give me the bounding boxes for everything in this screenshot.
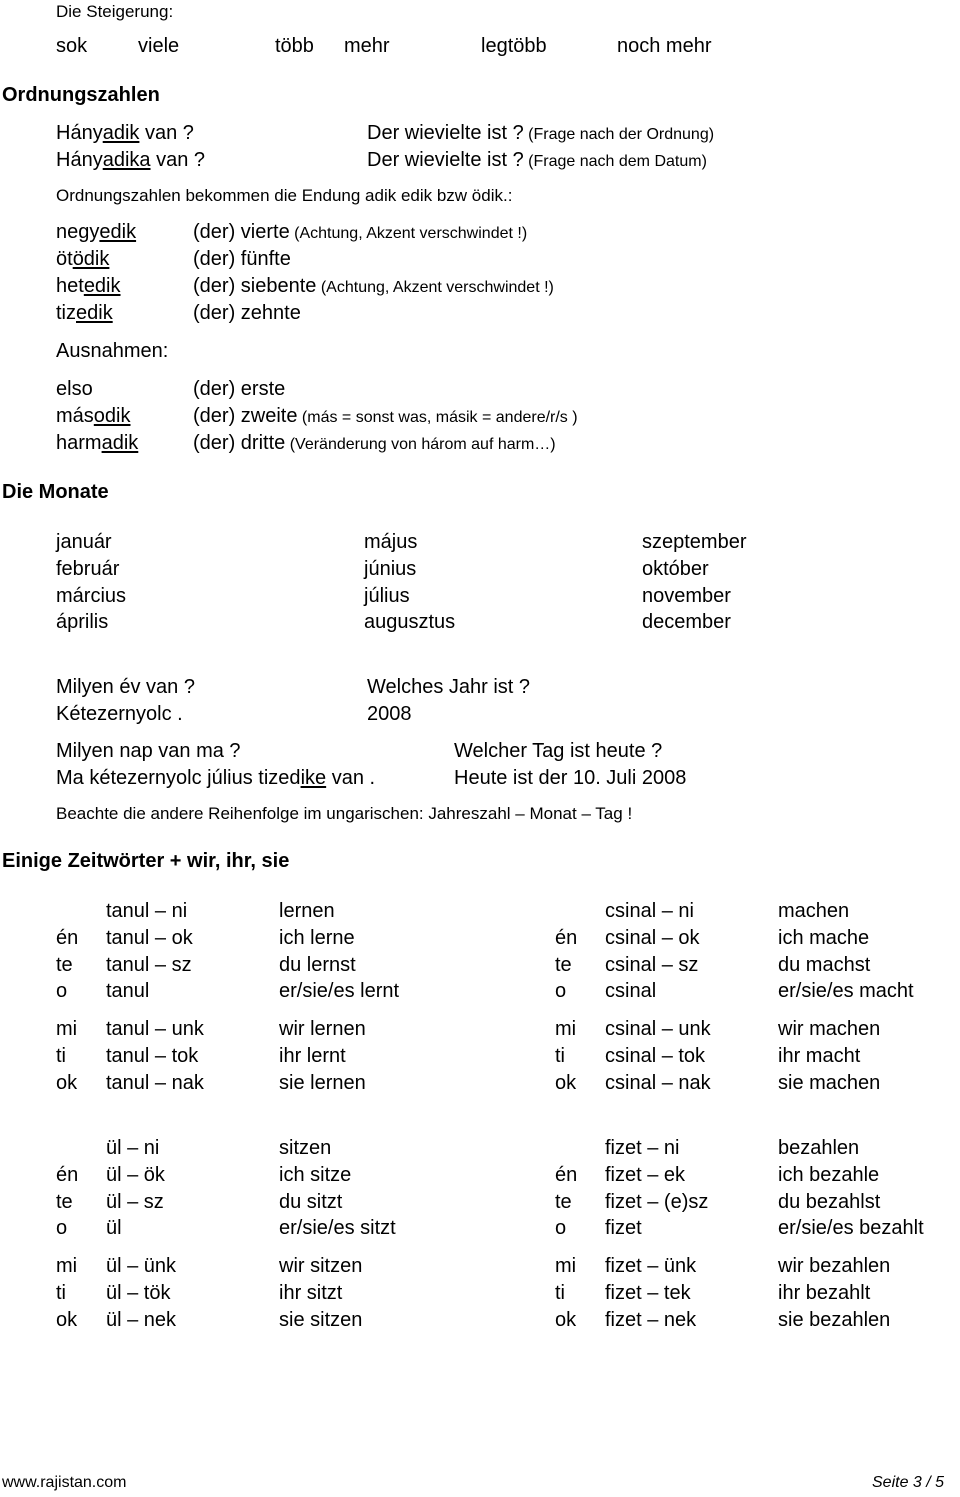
month: január xyxy=(56,531,112,553)
exception-hu: harmadik xyxy=(56,432,139,454)
footer-website: www.rajistan.com xyxy=(2,1474,127,1491)
exception-hu: elso xyxy=(56,378,93,400)
year-answer: Kétezernyolc . xyxy=(56,703,183,725)
conjugation-pronoun: ok xyxy=(56,1309,78,1331)
conjugation-form: tanul – tok xyxy=(106,1045,199,1067)
conjugation-translation: ihr sitzt xyxy=(279,1282,343,1304)
conjugation-pronoun: én xyxy=(56,927,79,949)
month: február xyxy=(56,558,120,580)
section-heading-zeitwoerter: Einige Zeitwörter + wir, ihr, sie xyxy=(2,850,290,872)
conjugation-pronoun: ti xyxy=(56,1282,66,1304)
conjugation-pronoun: ti xyxy=(555,1045,565,1067)
conjugation-translation: du machst xyxy=(778,954,871,976)
question-hanyadika: Hányadika van ? xyxy=(56,149,205,171)
conjugation-form: fizet – (e)sz xyxy=(605,1191,709,1213)
section-heading-ordnungszahlen: Ordnungszahlen xyxy=(2,84,160,106)
conjugation-translation: ihr macht xyxy=(778,1045,861,1067)
exception-de: (der) erste xyxy=(193,378,286,400)
conjugation-pronoun: te xyxy=(56,1191,73,1213)
month: október xyxy=(642,558,709,580)
conjugation-pronoun: ok xyxy=(555,1072,577,1094)
conjugation-translation: sie machen xyxy=(778,1072,881,1094)
conjugation-pronoun: te xyxy=(555,1191,572,1213)
exception-de: (der) zweite (más = sonst was, másik = andere/r/s ) xyxy=(193,405,578,427)
conjugation-form: csinal – nak xyxy=(605,1072,711,1094)
conjugation-form: tanul – sz xyxy=(106,954,192,976)
verb-infinitive: csinal – ni xyxy=(605,900,694,922)
conjugation-translation: ich sitze xyxy=(279,1164,352,1186)
conjugation-translation: du bezahlst xyxy=(778,1191,881,1213)
steigerung-word: noch mehr xyxy=(617,35,712,57)
conjugation-form: csinal xyxy=(605,980,657,1002)
conjugation-translation: er/sie/es lernt xyxy=(279,980,400,1002)
conjugation-translation: ich mache xyxy=(778,927,870,949)
conjugation-translation: wir bezahlen xyxy=(778,1255,891,1277)
steigerung-word: mehr xyxy=(344,35,390,57)
month: április xyxy=(56,611,109,633)
verb-infinitive-de: bezahlen xyxy=(778,1137,860,1159)
month: november xyxy=(642,585,731,607)
conjugation-form: csinal – ok xyxy=(605,927,700,949)
month: május xyxy=(364,531,418,553)
conjugation-form: ül – tök xyxy=(106,1282,171,1304)
conjugation-translation: sie sitzen xyxy=(279,1309,363,1331)
conjugation-pronoun: o xyxy=(56,1217,68,1239)
ordinal-hu: hetedik xyxy=(56,275,121,297)
verb-infinitive-de: sitzen xyxy=(279,1137,332,1159)
year-question: Milyen év van ? xyxy=(56,676,195,698)
conjugation-pronoun: mi xyxy=(555,1018,577,1040)
verb-infinitive-de: machen xyxy=(778,900,850,922)
ordinal-de: (der) vierte (Achtung, Akzent verschwindet !) xyxy=(193,221,528,243)
conjugation-form: fizet – ünk xyxy=(605,1255,697,1277)
conjugation-translation: du lernst xyxy=(279,954,356,976)
conjugation-translation: wir lernen xyxy=(279,1018,366,1040)
verb-infinitive: tanul – ni xyxy=(106,900,188,922)
conjugation-pronoun: mi xyxy=(56,1255,78,1277)
conjugation-pronoun: o xyxy=(56,980,68,1002)
conjugation-pronoun: o xyxy=(555,1217,567,1239)
conjugation-translation: ich bezahle xyxy=(778,1164,880,1186)
year-question-de: Welches Jahr ist ? xyxy=(367,676,531,698)
exception-de: (der) dritte (Veränderung von három auf harm…) xyxy=(193,432,556,454)
conjugation-form: fizet xyxy=(605,1217,642,1239)
ordinal-de: (der) zehnte xyxy=(193,302,301,324)
conjugation-pronoun: ti xyxy=(555,1282,565,1304)
conjugation-pronoun: mi xyxy=(56,1018,78,1040)
conjugation-translation: ihr bezahlt xyxy=(778,1282,871,1304)
conjugation-pronoun: ok xyxy=(56,1072,78,1094)
conjugation-form: tanul – nak xyxy=(106,1072,204,1094)
conjugation-form: fizet – tek xyxy=(605,1282,691,1304)
conjugation-form: ül – nek xyxy=(106,1309,177,1331)
conjugation-translation: ihr lernt xyxy=(279,1045,346,1067)
conjugation-translation: du sitzt xyxy=(279,1191,343,1213)
conjugation-pronoun: mi xyxy=(555,1255,577,1277)
ordinal-de: (der) fünfte xyxy=(193,248,291,270)
conjugation-form: tanul – unk xyxy=(106,1018,204,1040)
conjugation-form: fizet – ek xyxy=(605,1164,686,1186)
verb-infinitive: fizet – ni xyxy=(605,1137,680,1159)
order-note: Beachte die andere Reihenfolge im ungarischen: Jahreszahl – Monat – Tag ! xyxy=(56,804,633,823)
section-heading-monate: Die Monate xyxy=(2,481,109,503)
conjugation-pronoun: én xyxy=(555,1164,578,1186)
conjugation-pronoun: én xyxy=(56,1164,79,1186)
conjugation-form: csinal – tok xyxy=(605,1045,706,1067)
conjugation-translation: sie lernen xyxy=(279,1072,366,1094)
conjugation-pronoun: én xyxy=(555,927,578,949)
endung-note: Ordnungszahlen bekommen die Endung adik edik bzw ödik.: xyxy=(56,186,513,205)
conjugation-translation: er/sie/es bezahlt xyxy=(778,1217,924,1239)
verb-infinitive-de: lernen xyxy=(279,900,335,922)
conjugation-translation: er/sie/es sitzt xyxy=(279,1217,396,1239)
conjugation-pronoun: te xyxy=(555,954,572,976)
conjugation-translation: wir sitzen xyxy=(279,1255,363,1277)
conjugation-form: ül xyxy=(106,1217,122,1239)
steigerung-word: több xyxy=(275,35,314,57)
day-question: Milyen nap van ma ? xyxy=(56,740,241,762)
steigerung-word: legtöbb xyxy=(481,35,547,57)
conjugation-form: ül – sz xyxy=(106,1191,164,1213)
conjugation-form: ül – ök xyxy=(106,1164,165,1186)
month: március xyxy=(56,585,127,607)
steigerung-label: Die Steigerung: xyxy=(56,2,174,21)
ordinal-hu: negyedik xyxy=(56,221,137,243)
ordinal-hu: ötödik xyxy=(56,248,110,270)
conjugation-pronoun: o xyxy=(555,980,567,1002)
question-translation: Der wievielte ist ? (Frage nach dem Datum) xyxy=(367,149,707,171)
verb-infinitive: ül – ni xyxy=(106,1137,160,1159)
month: július xyxy=(364,585,410,607)
day-question-de: Welcher Tag ist heute ? xyxy=(454,740,663,762)
conjugation-translation: sie bezahlen xyxy=(778,1309,891,1331)
conjugation-form: csinal – unk xyxy=(605,1018,711,1040)
ordinal-hu: tizedik xyxy=(56,302,113,324)
conjugation-pronoun: ti xyxy=(56,1045,66,1067)
month: szeptember xyxy=(642,531,747,553)
conjugation-form: ül – ünk xyxy=(106,1255,177,1277)
conjugation-pronoun: ok xyxy=(555,1309,577,1331)
month: december xyxy=(642,611,731,633)
conjugation-form: tanul xyxy=(106,980,150,1002)
footer-page-number: Seite 3 / 5 xyxy=(872,1474,945,1491)
conjugation-translation: wir machen xyxy=(778,1018,881,1040)
conjugation-form: tanul – ok xyxy=(106,927,193,949)
question-hanyadik: Hányadik van ? xyxy=(56,122,194,144)
conjugation-form: csinal – sz xyxy=(605,954,699,976)
conjugation-pronoun: te xyxy=(56,954,73,976)
month: június xyxy=(364,558,417,580)
exception-hu: második xyxy=(56,405,131,427)
ordinal-de: (der) siebente (Achtung, Akzent verschwindet !) xyxy=(193,275,554,297)
day-answer: Ma kétezernyolc július tizedike van . xyxy=(56,767,376,789)
month: augusztus xyxy=(364,611,456,633)
ausnahmen-label: Ausnahmen: xyxy=(56,340,169,362)
day-answer-de: Heute ist der 10. Juli 2008 xyxy=(454,767,687,789)
steigerung-word: viele xyxy=(138,35,180,57)
steigerung-word: sok xyxy=(56,35,88,57)
conjugation-translation: ich lerne xyxy=(279,927,355,949)
question-translation: Der wievielte ist ? (Frage nach der Ordnung) xyxy=(367,122,715,144)
conjugation-translation: er/sie/es macht xyxy=(778,980,914,1002)
conjugation-form: fizet – nek xyxy=(605,1309,697,1331)
year-answer-de: 2008 xyxy=(367,703,412,725)
